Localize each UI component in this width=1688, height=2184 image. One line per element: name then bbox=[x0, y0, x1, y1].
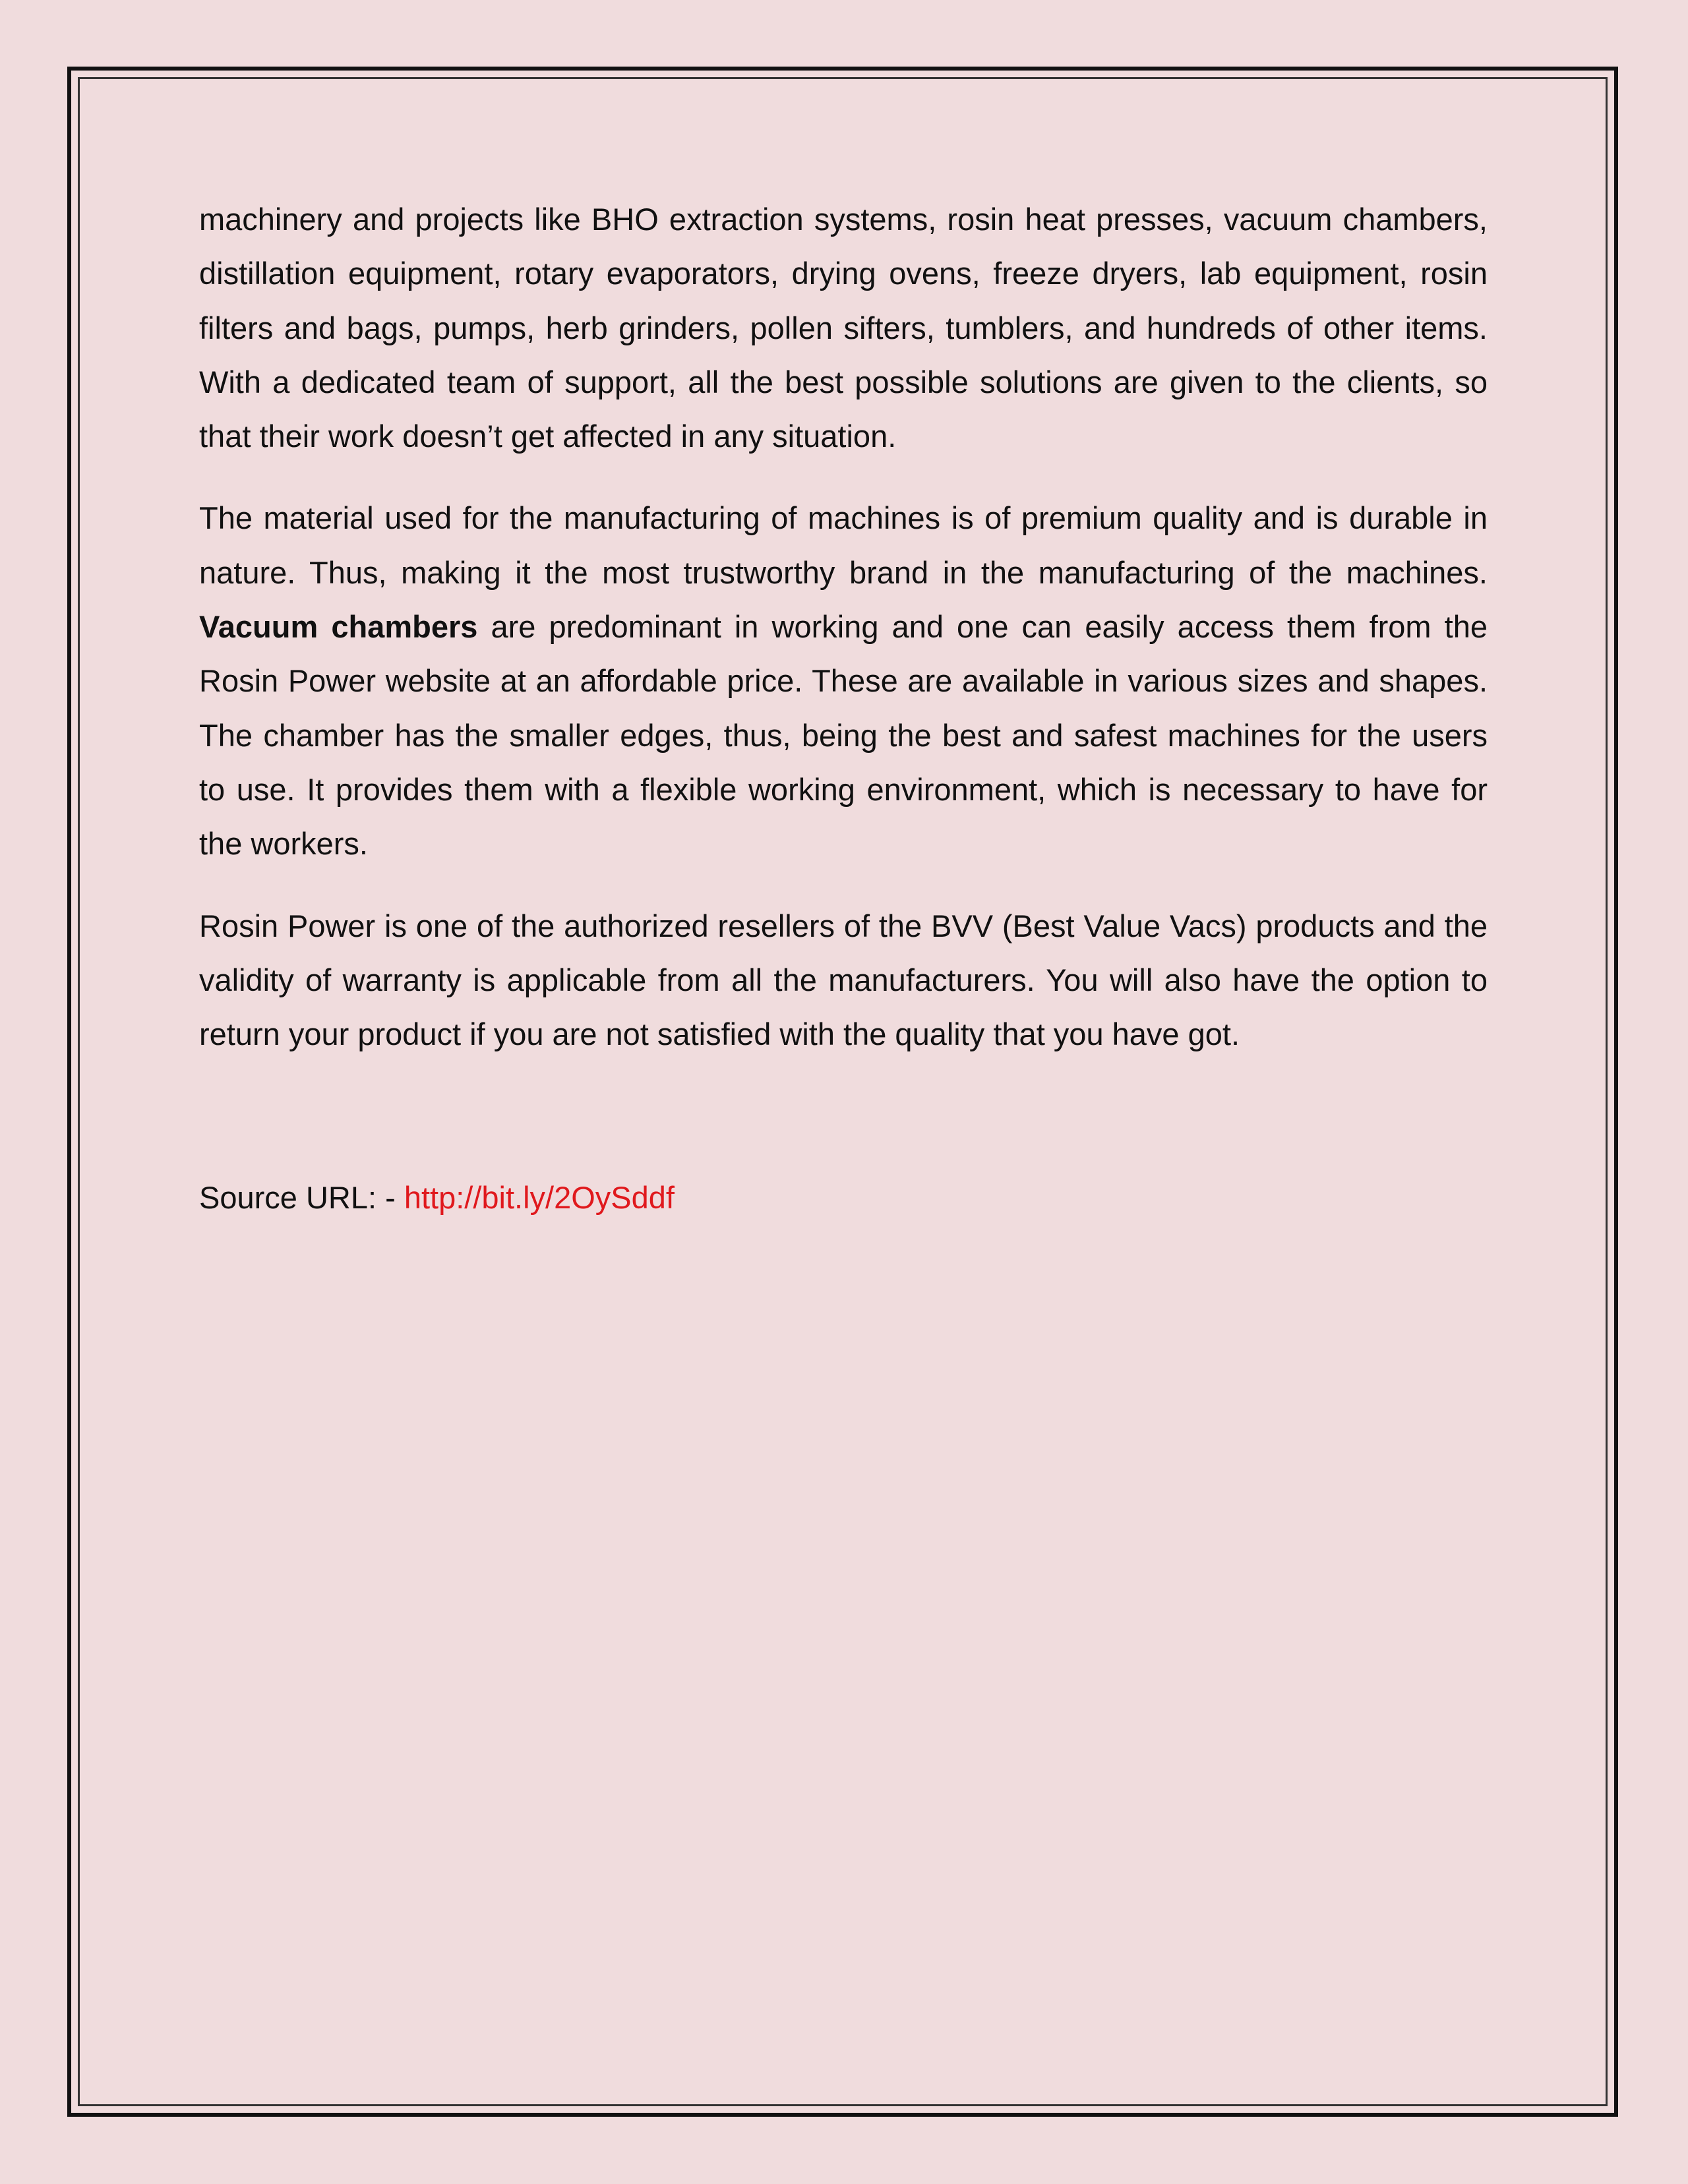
paragraph-material-text-end: are predominant in working and one can easily access them from the Rosin Power website at an affordable price. These are available in various sizes and shapes. The chamber has the smaller edges, thus, being the best and safest machines for the users to use. It provides them with a flexible working environment, which is necessary to have for the workers. bbox=[199, 609, 1488, 862]
source-url-label: Source URL: - bbox=[199, 1180, 404, 1216]
source-url-line bbox=[199, 1171, 1488, 1225]
paragraph-reseller: Rosin Power is one of the authorized resellers of the BVV (Best Value Vacs) products and the validity of warranty is applicable from all the manufacturers. You will also have the option to return your product if you are not satisfied with the quality that you have got. bbox=[199, 908, 1488, 1052]
paragraph-machinery: machinery and projects like BHO extraction systems, rosin heat presses, vacuum chambers, distillation equipment, rotary evaporators, drying ovens, freeze dryers, lab equipment, rosin filters and bags, pumps, herb grinders, pollen sifters, tumblers, and hundreds of other items. With a dedicated team of support, all the best possible solutions are given to the clients, so that their work doesn’t get affected in any situation. bbox=[199, 202, 1488, 454]
paragraph-material bbox=[199, 491, 1488, 871]
source-url-link[interactable]: http://bit.ly/2OySddf bbox=[404, 1180, 675, 1216]
vacuum-chambers-bold-term: Vacuum chambers bbox=[199, 609, 478, 645]
document-body bbox=[199, 192, 1488, 1225]
paragraph-material-text-start: The material used for the manufacturing of machines is of premium quality and is durable in nature. Thus, making it the most trustworthy brand in the manufacturing of the machines. bbox=[199, 500, 1488, 590]
